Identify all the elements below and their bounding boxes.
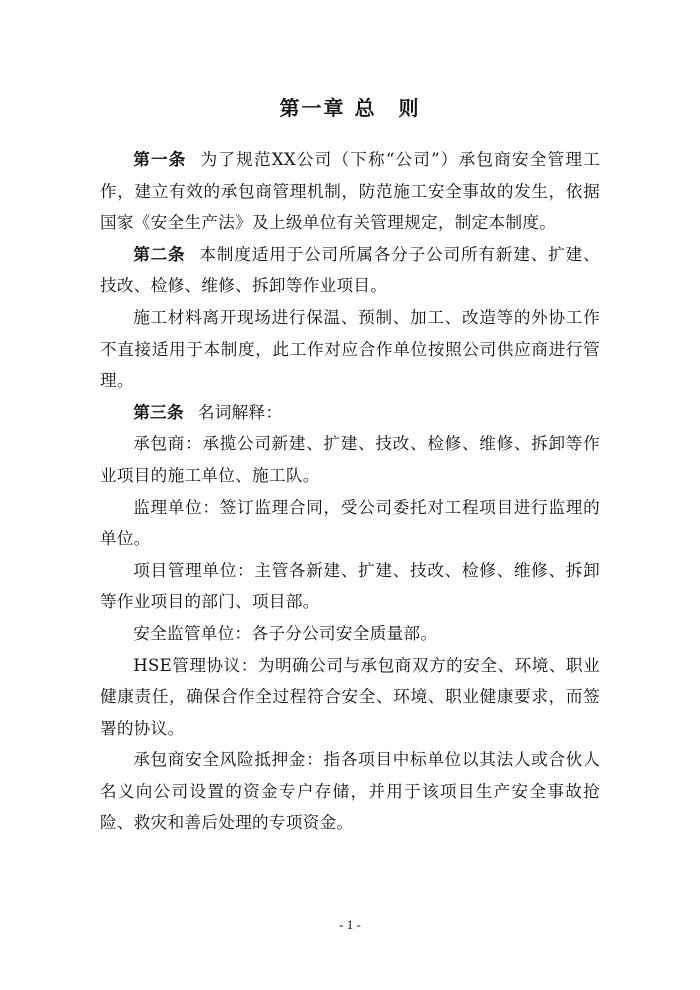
paragraph-article-1 xyxy=(100,144,600,239)
article-label: 第二条 xyxy=(133,244,186,264)
paragraph-article-2 xyxy=(100,239,600,302)
paragraph-text: 承包商：承揽公司新建、扩建、技改、检修、维修、拆卸等作业项目的施工单位、施工队。 xyxy=(100,434,600,485)
paragraph xyxy=(100,302,600,397)
page-number: - 1 - xyxy=(339,917,361,932)
paragraph-text: HSE管理协议：为明确公司与承包商双方的安全、环境、职业健康责任，确保合作全过程符合安全、环境、职业健康要求，而签署的协议。 xyxy=(100,655,600,738)
paragraph-article-3 xyxy=(100,397,600,429)
definition-supervision-unit xyxy=(100,492,600,555)
paragraph-text: 项目管理单位：主管各新建、扩建、技改、检修、维修、拆卸等作业项目的部门、项目部。 xyxy=(100,560,600,612)
paragraph-text: 为了规范XX公司（下称“公司”）承包商安全管理工作，建立有效的承包商管理机制，防范施工安全事故的发生，依据国家《安全生产法》及上级单位有关管理规定，制定本制度。 xyxy=(100,150,601,233)
definition-risk-deposit xyxy=(100,744,600,839)
paragraph-text: 安全监管单位：各子分公司安全质量部。 xyxy=(133,623,438,643)
paragraph-text: 监理单位：签订监理合同，受公司委托对工程项目进行监理的单位。 xyxy=(100,497,600,549)
paragraph-text: 名词解释： xyxy=(197,402,283,422)
document-body xyxy=(100,144,600,839)
definition-contractor xyxy=(100,428,600,491)
article-label: 第一条 xyxy=(133,150,187,169)
definition-project-management-unit xyxy=(100,555,600,618)
paragraph-text: 承包商安全风险抵押金：指各项目中标单位以其法人或合伙人名义向公司设置的资金专户存储，并用于该项目生产安全事故抢险、救灾和善后处理的专项资金。 xyxy=(100,750,600,833)
definition-safety-supervision-unit xyxy=(100,618,600,650)
definition-hse-agreement xyxy=(100,650,600,745)
chapter-title: 第一章 总 则 xyxy=(279,96,421,120)
paragraph-text: 施工材料离开现场进行保温、预制、加工、改造等的外协工作不直接适用于本制度，此工作对应合作单位按照公司供应商进行管理。 xyxy=(100,307,600,391)
paragraph-text: 本制度适用于公司所属各分子公司所有新建、扩建、技改、检修、维修、拆卸等作业项目。 xyxy=(100,244,600,296)
article-label: 第三条 xyxy=(133,402,184,422)
